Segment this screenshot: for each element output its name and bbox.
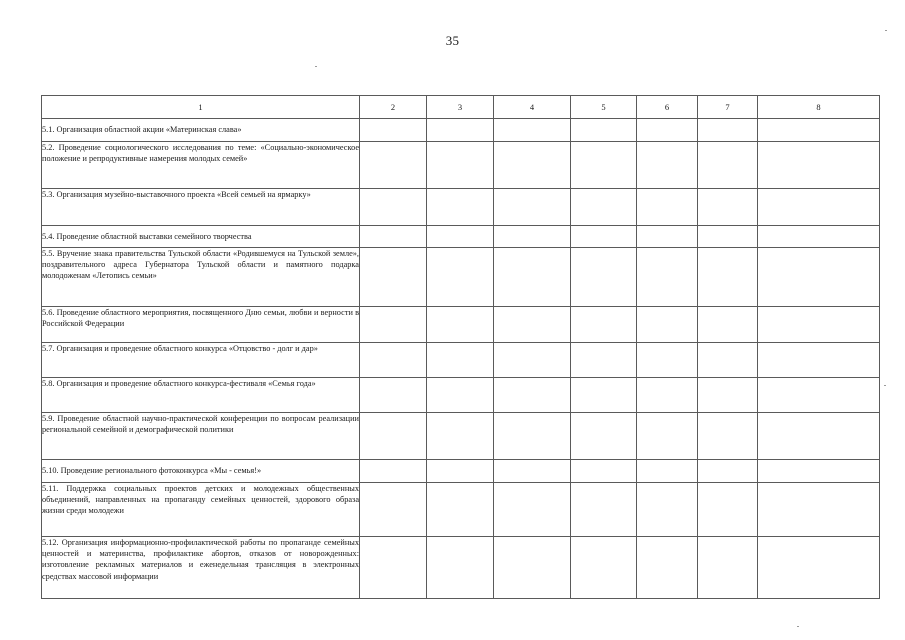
table-cell	[494, 248, 571, 307]
activity-description: 5.7. Организация и проведение областного конкурса «Отцовство - долг и дар»	[42, 343, 360, 378]
table-cell	[427, 343, 494, 378]
scan-speck	[797, 626, 799, 627]
table-cell	[698, 343, 758, 378]
table-cell	[698, 248, 758, 307]
table-cell	[427, 189, 494, 226]
column-header: 8	[758, 96, 880, 119]
table-cell	[427, 119, 494, 142]
table-cell	[360, 537, 427, 599]
table-cell	[698, 142, 758, 189]
activity-description: 5.11. Поддержка социальных проектов детских и молодежных общественных объединений, направленных на пропаганду семейных ценностей, здорового образа жизни среди молодежи	[42, 483, 360, 537]
column-header: 6	[637, 96, 698, 119]
page-number: 35	[445, 33, 460, 48]
table-row	[42, 226, 880, 248]
table-cell	[360, 460, 427, 483]
table-cell	[427, 248, 494, 307]
activity-description: 5.9. Проведение областной научно-практической конференции по вопросам реализации региональной семейной и демографической политики	[42, 413, 360, 460]
activity-description: 5.2. Проведение социологического исследования по теме: «Социально-экономическое положение и репродуктивные намерения молодых семей»	[42, 142, 360, 189]
table-cell	[427, 413, 494, 460]
table-cell	[698, 307, 758, 343]
table-cell	[360, 483, 427, 537]
table-cell	[494, 119, 571, 142]
table-cell	[698, 119, 758, 142]
table-cell	[637, 343, 698, 378]
table-row	[42, 483, 880, 537]
table-cell	[698, 483, 758, 537]
table-cell	[360, 119, 427, 142]
scan-speck	[885, 30, 887, 31]
table-row	[42, 378, 880, 413]
activity-description: 5.1. Организация областной акции «Материнская слава»	[42, 119, 360, 142]
scan-speck	[315, 66, 317, 67]
table-cell	[571, 248, 637, 307]
activity-description: 5.10. Проведение регионального фотоконкурса «Мы - семья!»	[42, 460, 360, 483]
table-cell	[494, 460, 571, 483]
table-cell	[637, 307, 698, 343]
table-cell	[571, 142, 637, 189]
table-cell	[698, 537, 758, 599]
table-cell	[758, 343, 880, 378]
table-cell	[637, 248, 698, 307]
table-cell	[427, 460, 494, 483]
table-cell	[758, 483, 880, 537]
table-cell	[494, 413, 571, 460]
program-table	[41, 95, 880, 599]
table-cell	[758, 189, 880, 226]
table-row	[42, 413, 880, 460]
activity-description: 5.5. Вручение знака правительства Тульской области «Родившемуся на Тульской земле», поздравительного адреса Губернатора Тульской области и памятного подарка молодоженам «Летопись семьи»	[42, 248, 360, 307]
table-cell	[758, 248, 880, 307]
table-cell	[571, 119, 637, 142]
table-cell	[360, 307, 427, 343]
activity-description: 5.3. Организация музейно-выставочного проекта «Всей семьей на ярмарку»	[42, 189, 360, 226]
table-cell	[698, 189, 758, 226]
table-cell	[494, 343, 571, 378]
header-row	[42, 96, 880, 119]
table-row	[42, 189, 880, 226]
column-header: 2	[360, 96, 427, 119]
table-cell	[427, 537, 494, 599]
table-cell	[571, 343, 637, 378]
table-cell	[637, 378, 698, 413]
table-cell	[427, 142, 494, 189]
table-cell	[494, 226, 571, 248]
table-cell	[637, 460, 698, 483]
table-cell	[571, 483, 637, 537]
table-row	[42, 119, 880, 142]
table-cell	[698, 226, 758, 248]
table-cell	[571, 537, 637, 599]
table-cell	[758, 537, 880, 599]
column-header: 7	[698, 96, 758, 119]
table-cell	[571, 413, 637, 460]
table-cell	[494, 483, 571, 537]
column-header: 4	[494, 96, 571, 119]
table-cell	[698, 413, 758, 460]
table-cell	[494, 307, 571, 343]
table-cell	[758, 307, 880, 343]
table-cell	[637, 537, 698, 599]
scan-speck	[884, 385, 886, 386]
column-header: 3	[427, 96, 494, 119]
table-cell	[427, 226, 494, 248]
table-row	[42, 343, 880, 378]
table-cell	[637, 142, 698, 189]
table-row	[42, 142, 880, 189]
table-cell	[360, 378, 427, 413]
table-cell	[571, 307, 637, 343]
table-cell	[360, 189, 427, 226]
table-cell	[427, 483, 494, 537]
table-row	[42, 537, 880, 599]
activity-description: 5.12. Организация информационно-профилактической работы по пропаганде семейных ценностей и материнства, профилактике абортов, отказов от новорожденных: изготовление рекламных материалов и еженедельная трансляция в электронных средствах массовой информации	[42, 537, 360, 599]
table-cell	[758, 226, 880, 248]
table-cell	[758, 378, 880, 413]
table-cell	[571, 189, 637, 226]
activity-description: 5.6. Проведение областного мероприятия, посвященного Дню семьи, любви и верности в Российской Федерации	[42, 307, 360, 343]
table-cell	[360, 413, 427, 460]
activity-description: 5.4. Проведение областной выставки семейного творчества	[42, 226, 360, 248]
table-cell	[637, 189, 698, 226]
table-cell	[698, 460, 758, 483]
table-cell	[494, 537, 571, 599]
table-cell	[637, 413, 698, 460]
table-row	[42, 307, 880, 343]
table-cell	[637, 119, 698, 142]
table-cell	[571, 460, 637, 483]
table-cell	[427, 378, 494, 413]
table-cell	[758, 460, 880, 483]
table-cell	[494, 142, 571, 189]
table-cell	[637, 226, 698, 248]
table-cell	[360, 248, 427, 307]
table-cell	[427, 307, 494, 343]
table-row	[42, 248, 880, 307]
table-cell	[360, 142, 427, 189]
table-row	[42, 460, 880, 483]
table-cell	[494, 378, 571, 413]
column-header: 5	[571, 96, 637, 119]
table-cell	[360, 343, 427, 378]
table-cell	[637, 483, 698, 537]
column-header: 1	[42, 96, 360, 119]
table-cell	[360, 226, 427, 248]
activity-description: 5.8. Организация и проведение областного конкурса-фестиваля «Семья года»	[42, 378, 360, 413]
table-cell	[758, 142, 880, 189]
table-cell	[698, 378, 758, 413]
table-cell	[758, 413, 880, 460]
table-cell	[571, 378, 637, 413]
table-cell	[494, 189, 571, 226]
table-cell	[571, 226, 637, 248]
table-cell	[758, 119, 880, 142]
